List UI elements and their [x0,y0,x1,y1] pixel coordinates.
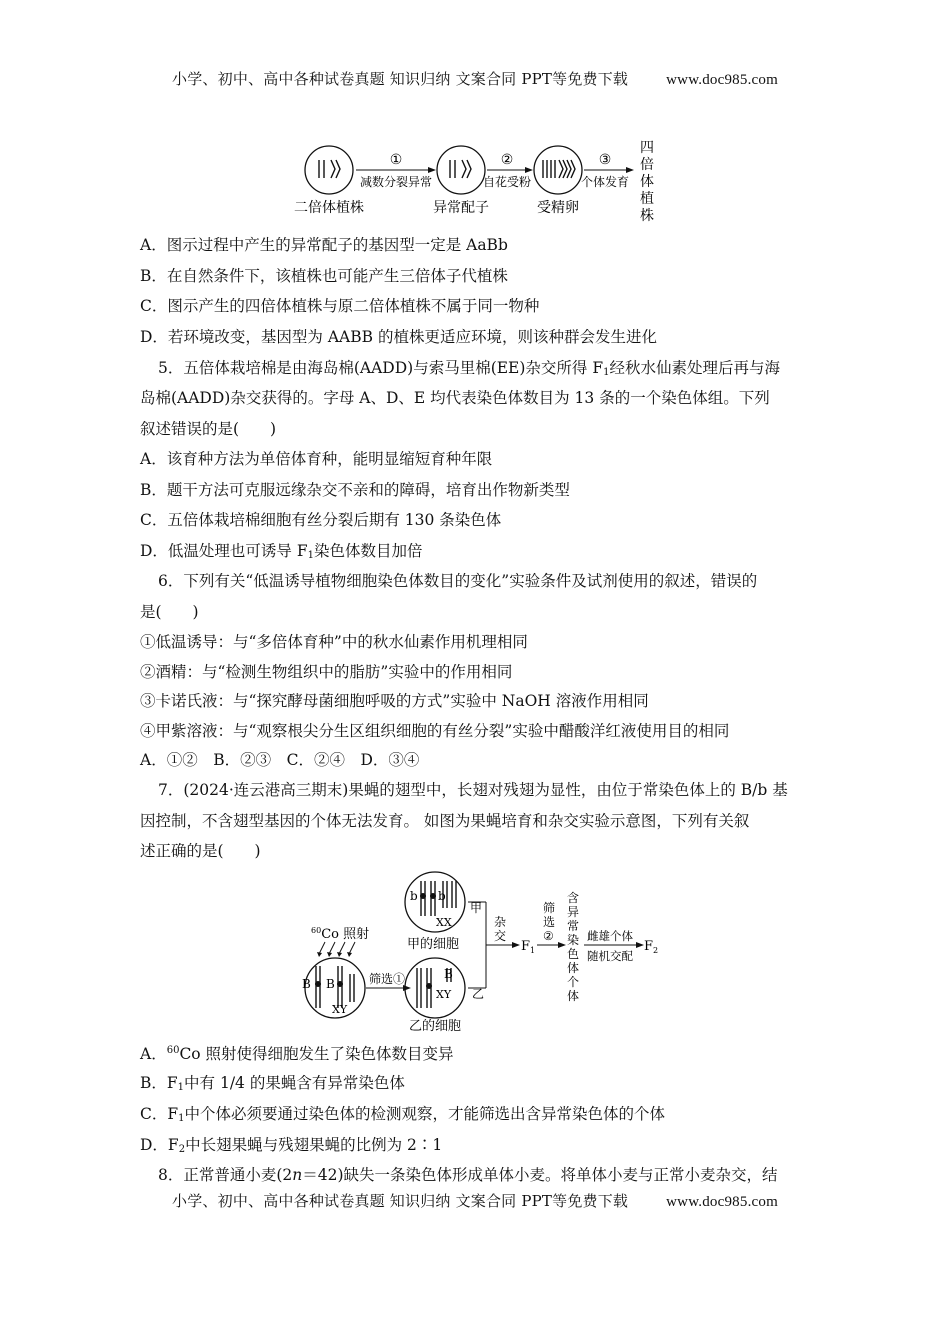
step3-text: 个体发育 [580,175,630,189]
polyploid-process-diagram [290,138,670,224]
q6-options: A．①② B．②③ C．②④ D．③④ [140,751,420,769]
q6-stem-line2: 是( ) [140,603,199,621]
svg-text:B: B [444,967,453,981]
q4-option-d: D．若环境改变，基因型为 AABB 的植株更适应环境，则该种群会发生进化 [140,328,657,346]
step2-text: 自花受粉 [482,175,532,189]
f2-label: $F_2$ [644,939,659,955]
q6-stem-line1: 6．下列有关“低温诱导植物细胞染色体数目的变化”实验条件及试剂使用的叙述，错误的 [158,572,758,590]
svg-text:甲: 甲 [470,901,483,915]
svg-text:XY: XY [332,1003,348,1016]
svg-text:体: 体 [567,961,580,975]
abnormal-gamete-cell [437,146,485,194]
svg-text:四: 四 [640,140,654,156]
jia-cell-caption: 甲的细胞 [406,937,460,952]
svg-text:选: 选 [543,915,556,929]
q7-stem-line3: 述正确的是( ) [140,842,261,860]
q4-option-b: B．在自然条件下，该植株也可能产生三倍体子代植株 [140,267,508,285]
q4-option-a: A．图示过程中产生的异常配子的基因型一定是 AaBb [140,236,508,254]
header-text: 小学、初中、高中各种试卷真题 知识归纳 文案合同 PPT等免费下载 [172,70,629,88]
svg-text:随机交配: 随机交配 [587,949,633,963]
step3-number: ③ [598,152,612,168]
svg-text:乙: 乙 [472,987,485,1001]
svg-text:体: 体 [640,174,654,190]
q5-option-a: A．该育种方法为单倍体育种，能明显缩短育种年限 [140,450,493,468]
svg-text:b: b [438,889,446,903]
svg-text:色: 色 [567,947,580,961]
q8-stem-line1: 8．正常普通小麦(2n＝42)缺失一条染色体形成单体小麦。将单体小麦与正常小麦杂交，结 [158,1166,778,1184]
screen1-label: 筛选① [368,972,406,986]
svg-text:染: 染 [567,933,580,947]
co60-label: $^{60}$Co 照射 [311,926,370,942]
svg-text:杂: 杂 [494,915,507,929]
svg-text:倍: 倍 [640,157,654,173]
svg-text:b: b [410,889,418,903]
svg-text:个: 个 [567,975,580,989]
q6-item-4: ④甲紫溶液：与“观察根尖分生区组织细胞的有丝分裂”实验中醋酸洋红液使用目的相同 [140,722,730,740]
q6-item-1: ①低温诱导：与“多倍体育种”中的秋水仙素作用机理相同 [140,633,528,651]
q5-stem-line3: 叙述错误的是( ) [140,420,277,438]
svg-text:B: B [302,977,311,991]
step1-text: 减数分裂异常 [359,175,433,189]
q5-stem-line1: 5．五倍体栽培棉是由海岛棉(AADD)与索马里棉(EE)杂交所得 $F_1$经秋水仙素处理后再与海 [158,359,780,378]
q5-option-b: B．题干方法可克服远缘杂交不亲和的障碍，培育出作物新类型 [140,481,570,499]
step2-number: ② [500,152,514,168]
svg-text:交: 交 [494,929,507,943]
svg-text:XX: XX [436,916,452,929]
svg-text:B: B [326,977,335,991]
tetraploid-label [640,140,654,224]
svg-text:XY: XY [436,988,452,1001]
q7-stem-line1: 7．(2024·连云港高三期末)果蝇的翅型中，长翅对残翅为显性，由位于常染色体上的 B/b 基 [158,781,788,799]
q5-option-c: C．五倍体栽培棉细胞有丝分裂后期有 130 条染色体 [140,511,502,529]
q6-item-3: ③卡诺氏液：与“探究酵母菌细胞呼吸的方式”实验中 NaOH 溶液作用相同 [140,692,649,710]
zygote-label: 受精卵 [537,200,579,216]
header-site: www.doc985.com [666,72,778,88]
page-header [0,68,950,89]
svg-text:植: 植 [640,191,654,207]
q7-option-c: C．$F_1$中个体必须要通过染色体的检测观察，才能筛选出含异常染色体的个体 [140,1105,666,1124]
q7-option-d: D．$F_2$中长翅果蝇与残翅果蝇的比例为 2∶1 [140,1136,443,1155]
svg-text:异: 异 [567,905,580,919]
page-footer [0,1190,950,1211]
svg-text:筛: 筛 [543,901,556,915]
step1-number: ① [389,152,403,168]
q5-stem-line2: 岛棉(AADD)杂交获得的。字母 A、D、E 均代表染色体数目为 13 条的一个染色体组。下列 [140,389,770,407]
svg-text:体: 体 [567,989,580,1003]
svg-text:株: 株 [640,208,654,224]
svg-text:②: ② [543,929,554,943]
q4-option-c: C．图示产生的四倍体植株与原二倍体植株不属于同一物种 [140,297,540,315]
diploid-cell [305,146,353,194]
q6-item-2: ②酒精：与“检测生物组织中的脂肪”实验中的作用相同 [140,663,513,681]
q5-option-d: D．低温处理也可诱导 $F_1$染色体数目加倍 [140,542,423,561]
svg-text:含: 含 [567,891,580,905]
footer-site: www.doc985.com [666,1194,778,1210]
yi-cell-caption: 乙的细胞 [408,1019,462,1034]
footer-text: 小学、初中、高中各种试卷真题 知识归纳 文案合同 PPT等免费下载 [172,1192,629,1210]
svg-text:常: 常 [567,919,580,933]
diploid-cell-label: 二倍体植株 [294,200,364,216]
fruitfly-experiment-diagram [300,866,670,1034]
q7-option-b: B．$F_1$中有 1/4 的果蝇含有异常染色体 [140,1074,405,1093]
q7-option-a: A．$^{60}$Co 照射使得细胞发生了染色体数目变异 [140,1045,454,1064]
q7-stem-line2: 因控制，不含翅型基因的个体无法发育。 如图为果蝇培育和杂交实验示意图，下列有关叙 [140,812,750,830]
yi-cell [405,958,465,1018]
svg-text:雌雄个体: 雌雄个体 [587,929,633,943]
abnormal-gamete-label: 异常配子 [433,200,489,216]
f1-label: $F_1$ [521,939,536,955]
